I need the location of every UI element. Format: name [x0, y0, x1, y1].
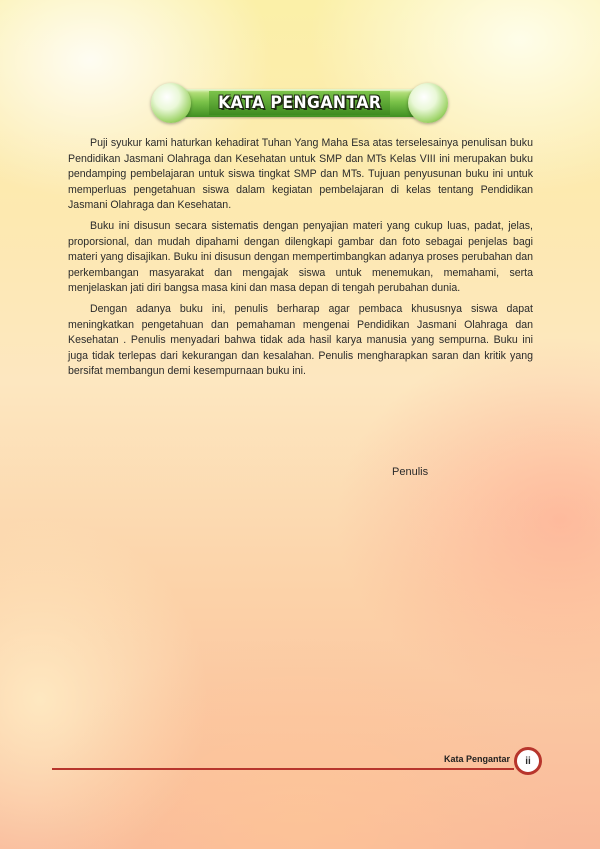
paragraph-3: Dengan adanya buku ini, penulis berharap agar pembaca khususnya siswa dapat meningkatkan pengetahuan dan pemahaman mengenai Pendidikan Jasmani Olahraga dan Kesehatan . Penulis menyadari bahwa tidak ada hasil karya manusia yang sempurna. Buku ini juga tidak terlepas dari kekurangan dan kesalahan. Penulis mengharapkan saran dan kritik yang bersifat membangun demi kesempurnaan buku ini.	[68, 302, 533, 378]
footer-divider	[52, 768, 514, 770]
foreword-body	[68, 136, 533, 385]
page-number: ii	[525, 755, 531, 767]
banner-right-cap	[408, 83, 448, 123]
banner-panel	[209, 91, 390, 115]
banner-left-cap	[151, 83, 191, 123]
title-banner	[151, 83, 448, 123]
footer-section-label: Kata Pengantar	[443, 754, 510, 764]
paragraph-1: Puji syukur kami haturkan kehadirat Tuhan Yang Maha Esa atas terselesainya penulisan buku Pendidikan Jasmani Olahraga dan Kesehatan untuk SMP dan MTs Kelas VIII ini merupakan buku pendamping pembelajaran untuk siswa tingkat SMP dan MTs. Tujuan penyusunan buku ini untuk memperluas pengetahuan siswa dalam kegiatan pembelajaran di kelas tentang Pendidikan Jasmani Olahraga dan Kesehatan.	[68, 137, 533, 212]
page-number-badge	[514, 747, 542, 775]
author-signature: Penulis	[392, 466, 429, 478]
page-title: KATA PENGANTAR	[217, 93, 382, 113]
paragraph-2: Buku ini disusun secara sistematis dengan penyajian materi yang cukup luas, padat, jelas, proporsional, dan mudah dipahami dengan dilengkapi gambar dan foto sebagai penjelas bagi materi yang disajikan. Buku ini disusun dengan mempertimbangkan adanya proses perubahan dan perkembangan masyarakat dan mengajak siswa untuk menemukan, memahami, serta menjelaskan jati diri bangsa masa kini dan masa depan di tengah perubahan dunia.	[68, 219, 533, 295]
